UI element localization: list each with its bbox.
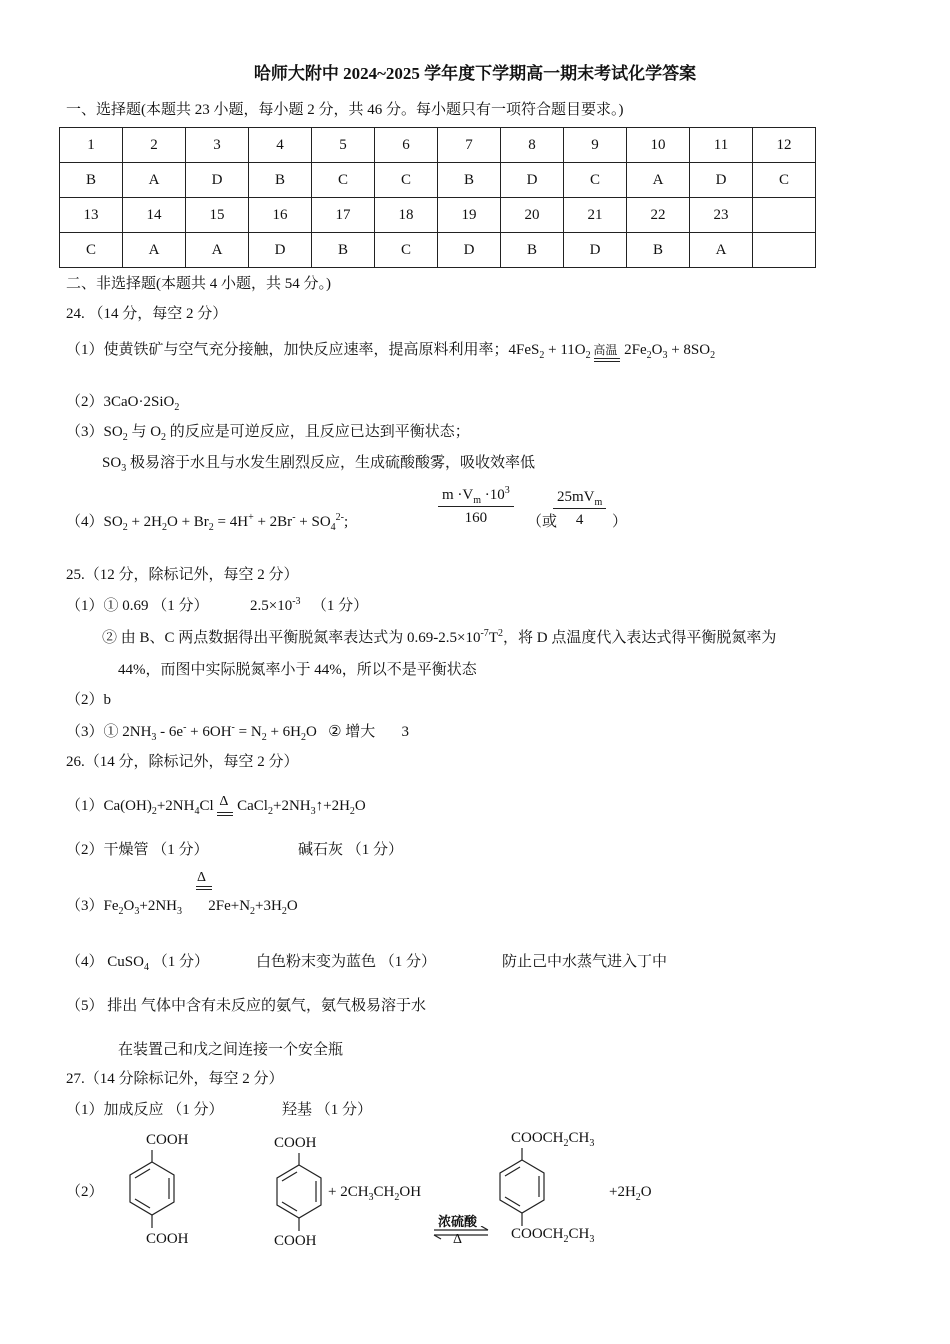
answer-cell: D: [564, 233, 627, 268]
q26-heading: 26.（14 分，除标记外，每空 2 分）: [66, 754, 299, 770]
question-number-cell: 17: [312, 198, 375, 233]
question-number-cell: 20: [501, 198, 564, 233]
answer-cell: C: [312, 163, 375, 198]
cooh-bottom-1: COOH: [146, 1231, 189, 1247]
question-number-cell: 12: [753, 128, 816, 163]
q26-answer-1: $(1)Ca(OH)_2+2NH_4Cl$ Δ $CaCl_2+2NH_3↑+2H_2O$: [66, 794, 366, 817]
question-number-cell: 5: [312, 128, 375, 163]
answer-row: [60, 163, 816, 198]
q25-answer-3: （3）① $2NH_3 - 6e^- + 6OH^- = N_2 + 6H_2O$ ② 增大 3: [66, 722, 410, 743]
q24-answer-3-line2: $SO_3$ 极易溶于水且与水发生剧烈反应，生成硫酸酸雾，吸收效率低: [102, 455, 535, 474]
answer-cell: A: [690, 233, 753, 268]
question-number-cell: [753, 198, 816, 233]
heat-delta-1: Δ: [219, 794, 229, 809]
answer-cell: A: [123, 163, 186, 198]
question-number-cell: 18: [375, 198, 438, 233]
question-number-cell: 22: [627, 198, 690, 233]
answer-cell: C: [375, 233, 438, 268]
page-title: 哈师大附中 2024~2025 学年度下学期高一期末考试化学答案: [253, 64, 697, 83]
question-number-cell: 2: [123, 128, 186, 163]
answer-cell: C: [753, 163, 816, 198]
cooh-top-2: COOH: [274, 1135, 317, 1151]
benzene-ring-2: [269, 1153, 329, 1233]
answer-cell: D: [438, 233, 501, 268]
q24-answer-1: （1）使黄铁矿与空气充分接触，加快反应速率，提高原料利用率；$4FeS_2 + 11O_2$ 高温 $2Fe_2O_3 + 8SO_2$: [66, 342, 716, 361]
q27-answer-1-part2: 羟基 （1 分）: [282, 1102, 373, 1118]
q26-answer-5-line1: （5） 排出 气体中含有未反应的氨气，氨气极易溶于水: [66, 998, 427, 1014]
question-number-cell: 23: [690, 198, 753, 233]
answer-cell: C: [375, 163, 438, 198]
answer-cell: B: [249, 163, 312, 198]
question-number-cell: 10: [627, 128, 690, 163]
cooh-top-1: COOH: [146, 1132, 189, 1148]
question-number-row: [60, 128, 816, 163]
answer-cell: B: [312, 233, 375, 268]
answer-cell: A: [627, 163, 690, 198]
q26-answer-3: $(3)Fe_2O_3+2NH_3$ $2Fe+N_2+3H_2O$: [66, 898, 298, 917]
cooh-bottom-2: COOH: [274, 1233, 317, 1249]
answer-cell: D: [501, 163, 564, 198]
q25-answer-1-part2: $2.5\times 10^{-3}$ （1 分）: [250, 596, 369, 614]
ester-bottom: $COOCH_2CH_3$: [511, 1226, 595, 1245]
answer-row: [60, 233, 816, 268]
question-number-cell: 21: [564, 198, 627, 233]
answer-cell: B: [60, 163, 123, 198]
q25-heading: 25.（12 分，除标记外，每空 2 分）: [66, 567, 299, 583]
q26-answer-4-part3: 防止己中水蒸气进入丁中: [502, 954, 668, 970]
or-label: （或: [527, 514, 558, 530]
q26-answer-2-part2: 碱石灰 （1 分）: [298, 842, 404, 858]
q26-answer-2-part1: （2）干燥管 （1 分）: [66, 842, 209, 858]
catalyst-label: 浓硫酸: [438, 1214, 478, 1229]
fraction-answer-1: $\frac{m \cdot V_m \cdot 10^3}{160}$: [438, 484, 514, 529]
close-paren: ）: [612, 514, 628, 530]
q26-answer-4-part1: （4） CuSO$_4$ （1 分）: [66, 954, 209, 973]
question-number-cell: 14: [123, 198, 186, 233]
benzene-ring-1: [122, 1150, 182, 1230]
answer-cell: D: [249, 233, 312, 268]
q24-heading: 24. （14 分，每空 2 分）: [66, 306, 228, 322]
q24-answer-4: $(4)SO_2 + 2H_2O + Br_2 = 4H^+ + 2Br^- + SO_4^{2-}$;: [66, 512, 349, 533]
q25-answer-2: （2）b: [66, 692, 112, 708]
answer-table: [59, 127, 816, 268]
answer-cell: A: [123, 233, 186, 268]
question-number-cell: 3: [186, 128, 249, 163]
question-number-cell: 7: [438, 128, 501, 163]
q25-answer-1-part1: （1）① 0.69 （1 分）: [66, 598, 209, 614]
question-number-cell: 11: [690, 128, 753, 163]
q27-answer-2-label: （2）: [66, 1184, 104, 1200]
fraction-answer-2: $25mV_m$ 4: [553, 486, 606, 531]
q24-answer-2: （2）3CaO·2SiO$_2$: [66, 394, 180, 413]
answer-cell: C: [564, 163, 627, 198]
answer-cell: [753, 233, 816, 268]
plus-water: $+2H_2O$: [609, 1184, 652, 1203]
q24-answer-3-line1: $(3)SO_2$ 与 $O_2$ 的反应是可逆反应，且反应已达到平衡状态；: [66, 424, 470, 443]
q25-answer-1-line2: ② 由 B、C 两点数据得出平衡脱氮率表达式为 $0.69-2.5\times 10^{-7}T^2$，将 D 点温度代入表达式得平衡脱氮率为: [102, 628, 777, 646]
answer-cell: B: [438, 163, 501, 198]
question-number-cell: 15: [186, 198, 249, 233]
q26-answer-4-part2: 白色粉末变为蓝色 （1 分）: [256, 954, 437, 970]
question-number-cell: 1: [60, 128, 123, 163]
question-number-cell: 9: [564, 128, 627, 163]
question-number-cell: 16: [249, 198, 312, 233]
heat-delta-2: Δ: [197, 870, 207, 885]
q25-answer-1-line3: 44%，而图中实际脱氮率小于 44%，所以不是平衡状态: [118, 662, 477, 678]
equilibrium-bar: [196, 886, 212, 890]
section-one-heading: 一、选择题(本题共 23 小题，每小题 2 分，共 46 分。每小题只有一项符合题目要求。): [66, 102, 624, 118]
q26-answer-5-line2: 在装置己和戊之间连接一个安全瓶: [118, 1042, 344, 1058]
question-number-cell: 19: [438, 198, 501, 233]
question-number-cell: 4: [249, 128, 312, 163]
question-number-cell: 8: [501, 128, 564, 163]
heat-delta-3: Δ: [453, 1232, 463, 1247]
answer-cell: D: [186, 163, 249, 198]
ester-top: $COOCH_2CH_3$: [511, 1130, 595, 1149]
question-number-row: [60, 198, 816, 233]
answer-cell: C: [60, 233, 123, 268]
answer-cell: B: [501, 233, 564, 268]
benzene-ring-3: [492, 1148, 552, 1228]
question-number-cell: 13: [60, 198, 123, 233]
answer-cell: A: [186, 233, 249, 268]
answer-cell: B: [627, 233, 690, 268]
q27-heading: 27.（14 分除标记外，每空 2 分）: [66, 1071, 284, 1087]
question-number-cell: 6: [375, 128, 438, 163]
plus-ethanol: + $2CH_3CH_2OH$: [328, 1184, 422, 1203]
answer-cell: D: [690, 163, 753, 198]
section-two-heading: 二、非选择题(本题共 4 小题，共 54 分。): [66, 276, 331, 292]
reaction-condition-high-temp: 高温: [593, 343, 618, 357]
q27-answer-1-part1: （1）加成反应 （1 分）: [66, 1102, 224, 1118]
